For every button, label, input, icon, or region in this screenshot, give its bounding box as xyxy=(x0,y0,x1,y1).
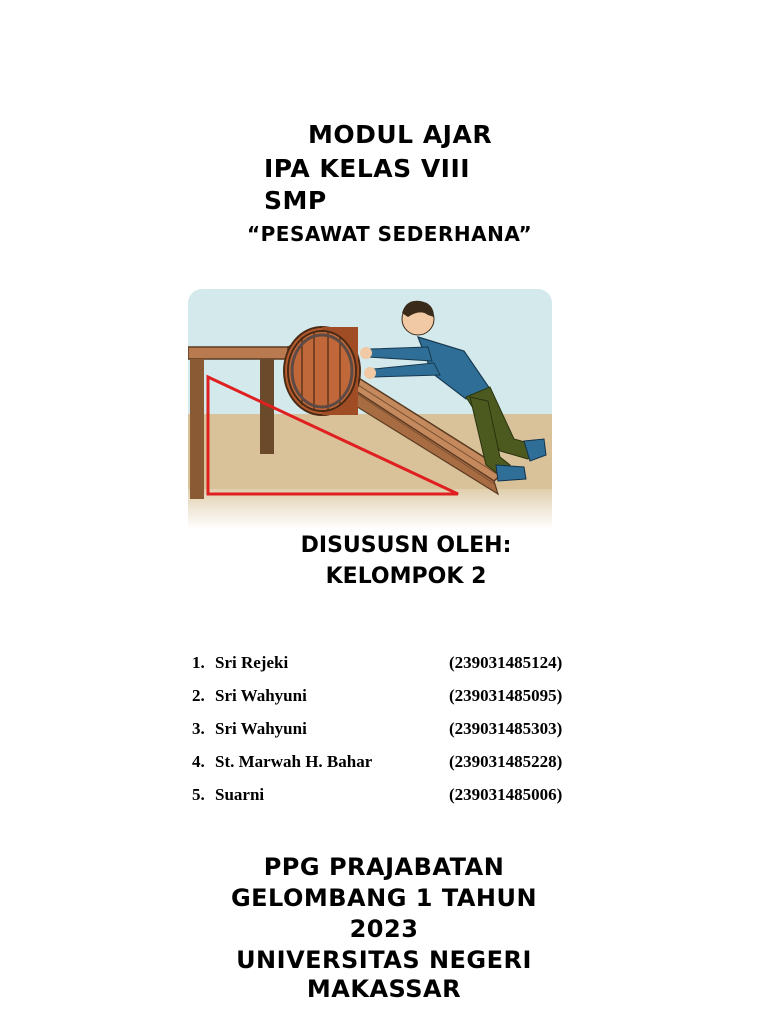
footer-city: MAKASSAR xyxy=(306,975,462,1003)
member-number: 3. xyxy=(192,719,205,738)
byline-group: KELOMPOK 2 xyxy=(325,564,487,589)
member-name: Sri Wahyuni xyxy=(215,686,307,705)
member-number: 5. xyxy=(192,785,205,804)
member-nim: (239031485124) xyxy=(449,653,563,672)
member-list xyxy=(192,653,592,818)
byline-heading: DISUSUSN OLEH: xyxy=(300,533,512,558)
footer-batch: GELOMBANG 1 TAHUN xyxy=(230,884,538,912)
title-line-3: SMP xyxy=(264,186,327,215)
list-item xyxy=(192,785,592,818)
title-subtitle: “PESAWAT SEDERHANA” xyxy=(247,222,533,246)
inclined-plane-illustration xyxy=(188,289,552,529)
list-item xyxy=(192,686,592,719)
title-line-2: IPA KELAS VIII xyxy=(264,154,471,183)
member-number: 4. xyxy=(192,752,205,771)
member-number: 1. xyxy=(192,653,205,672)
list-item xyxy=(192,752,592,785)
footer-program: PPG PRAJABATAN xyxy=(263,853,505,881)
member-name: St. Marwah H. Bahar xyxy=(215,752,373,771)
member-nim: (239031485006) xyxy=(449,785,563,804)
member-nim: (239031485228) xyxy=(449,752,563,771)
list-item xyxy=(192,653,592,686)
barrel-icon xyxy=(284,327,360,415)
member-name: Sri Wahyuni xyxy=(215,719,307,738)
footer-year: 2023 xyxy=(349,915,419,943)
member-nim: (239031485095) xyxy=(449,686,563,705)
member-nim: (239031485303) xyxy=(449,719,563,738)
title-line-1: MODUL AJAR xyxy=(308,120,493,149)
member-number: 2. xyxy=(192,686,205,705)
list-item xyxy=(192,719,592,752)
member-name: Suarni xyxy=(215,785,265,804)
footer-university: UNIVERSITAS NEGERI xyxy=(236,946,532,974)
member-name: Sri Rejeki xyxy=(215,653,289,672)
